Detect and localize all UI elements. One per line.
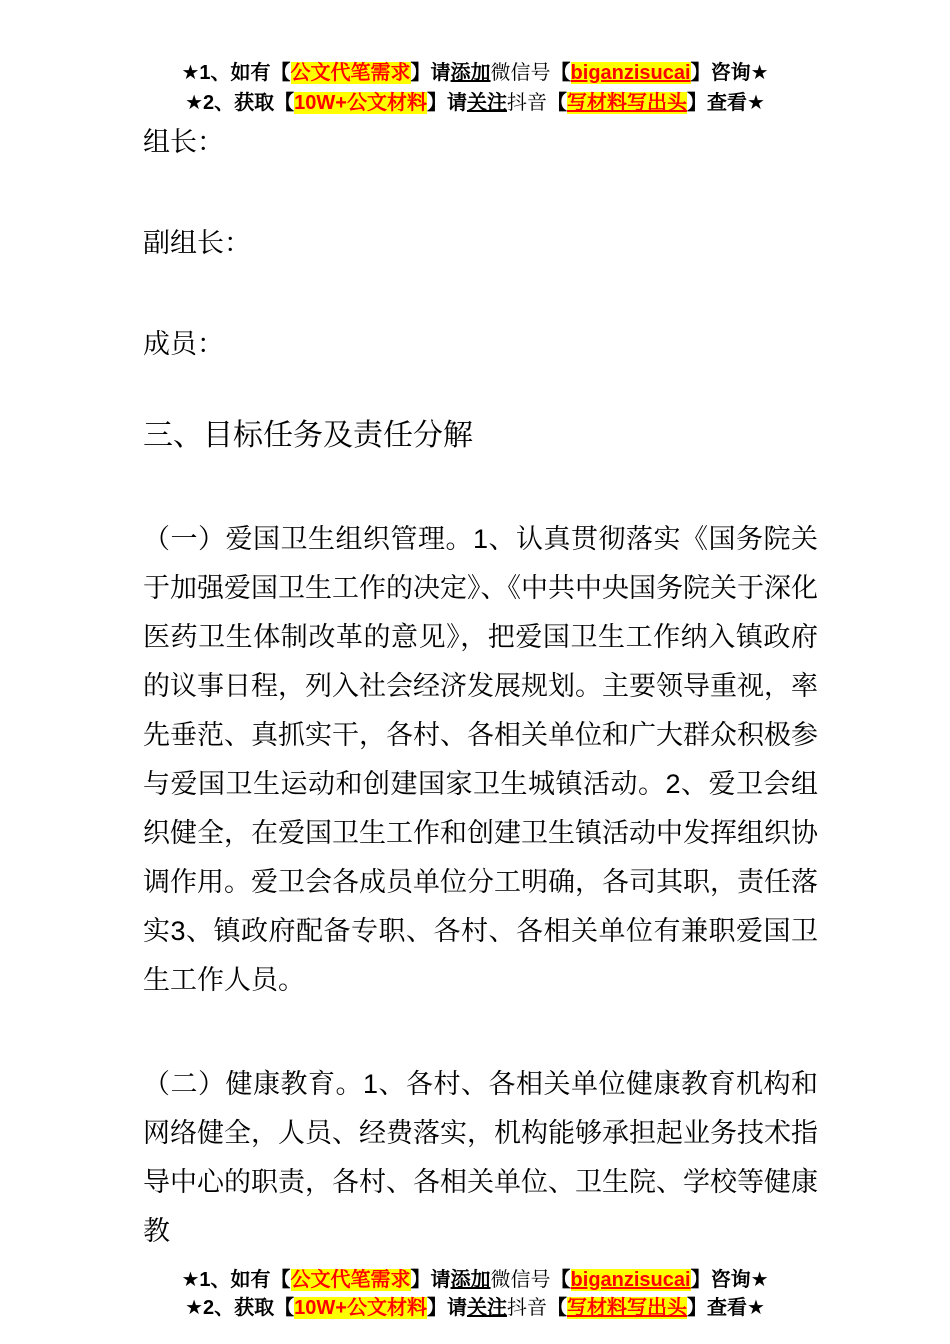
promo1-suffix: 】咨询★ (690, 1269, 769, 1291)
promo2-open-bracket: 【 (546, 1297, 567, 1319)
promo1-wechat-label: 微信号 (490, 62, 551, 84)
header-promo-line-2 (0, 88, 950, 118)
promo2-douyin-id: 写材料写出头 (566, 92, 687, 114)
footer-promo-line-2 (0, 1294, 950, 1322)
footer-promo-line-1 (0, 1266, 950, 1294)
promo1-add-action: 添加 (450, 62, 491, 84)
promo1-prefix: ★1、如有【 (181, 62, 291, 84)
promo2-mid: 】请 (426, 92, 467, 114)
promo2-material-highlight: 10W+公文材料 (294, 1297, 427, 1319)
promo2-douyin-id: 写材料写出头 (566, 1297, 687, 1319)
header-promo-line-1 (0, 58, 950, 88)
paragraph-patriotic-health-org: （一）爱国卫生组织管理。1、认真贯彻落实《国务院关于加强爱国卫生工作的决定》、《中共中央国务院关于深化医药卫生体制改革的意见》，把爱国卫生工作纳入镇政府的议事日程，列入社会经济发展规划。主要领导重视，率先垂范、真抓实干，各村、各相关单位和广大群众积极参与爱国卫生运动和创建国家卫生城镇活动。2、爱卫会组织健全，在爱国卫生工作和创建卫生镇活动中发挥组织协调作用。爱卫会各成员单位分工明确，各司其职，责任落实3、镇政府配备专职、各村、各相关单位有兼职爱国卫生工作人员。 (143, 524, 818, 995)
promo1-service-highlight: 公文代笔需求 (290, 62, 411, 84)
promo1-wechat-label: 微信号 (490, 1269, 551, 1291)
promo2-prefix: ★2、获取【 (185, 92, 295, 114)
promo2-prefix: ★2、获取【 (185, 1297, 295, 1319)
promo2-mid: 】请 (426, 1297, 467, 1319)
promo1-add-action: 添加 (450, 1269, 491, 1291)
promo2-follow-action: 关注 (466, 1297, 507, 1319)
promo1-suffix: 】咨询★ (690, 62, 769, 84)
promo2-suffix: 】查看★ (686, 1297, 765, 1319)
promo1-open-bracket: 【 (550, 62, 571, 84)
section-heading: 三、目标任务及责任分解 (143, 419, 473, 452)
group-leader-line: 组长： (143, 127, 224, 157)
members-line: 成员： (143, 329, 224, 359)
footer-promo (0, 1266, 950, 1322)
promo1-wechat-id: biganzisucai (570, 62, 691, 84)
promo2-douyin-label: 抖音 (506, 1297, 547, 1319)
promo1-mid: 】请 (410, 1269, 451, 1291)
header-promo (0, 0, 950, 118)
deputy-leader-line: 副组长： (143, 228, 251, 258)
promo2-material-highlight: 10W+公文材料 (294, 92, 427, 114)
promo1-open-bracket: 【 (550, 1269, 571, 1291)
promo1-mid: 】请 (410, 62, 451, 84)
promo1-service-highlight: 公文代笔需求 (290, 1269, 411, 1291)
promo2-open-bracket: 【 (546, 92, 567, 114)
promo2-douyin-label: 抖音 (506, 92, 547, 114)
promo2-suffix: 】查看★ (686, 92, 765, 114)
paragraph-health-education: （二）健康教育。1、各村、各相关单位健康教育机构和网络健全，人员、经费落实，机构能够承担起业务技术指导中心的职责，各村、各相关单位、卫生院、学校等健康教 (143, 1069, 818, 1246)
promo1-wechat-id: biganzisucai (570, 1269, 691, 1291)
promo1-prefix: ★1、如有【 (181, 1269, 291, 1291)
document-body (0, 118, 950, 1256)
promo2-follow-action: 关注 (466, 92, 507, 114)
